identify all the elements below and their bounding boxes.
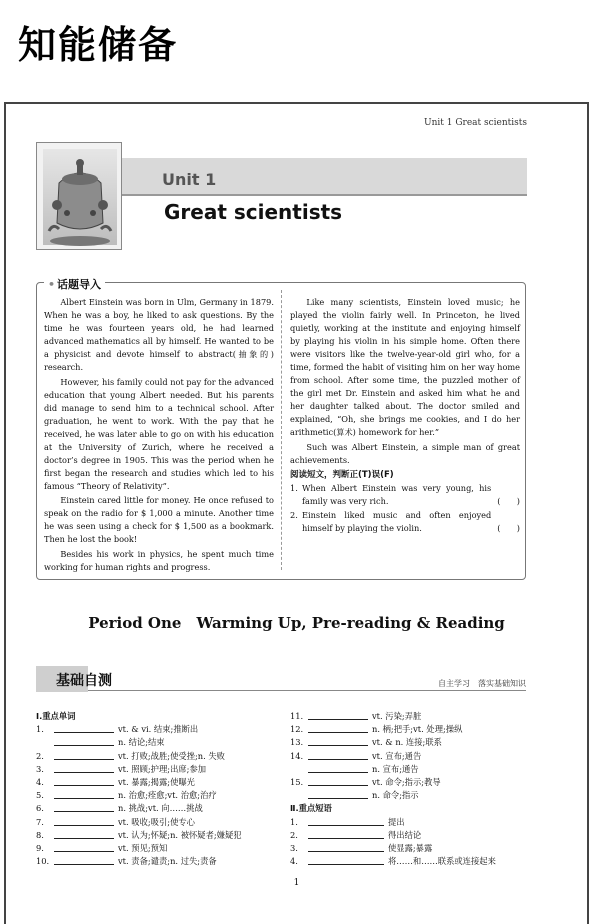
answer-blank[interactable] (54, 750, 114, 760)
column-divider (281, 290, 282, 570)
answer-blank[interactable] (54, 789, 114, 799)
answer-blank[interactable] (308, 855, 384, 865)
vocab-item: 3. vt. 照顾;护理;出席;参加 (36, 763, 207, 774)
vocab-item: n. 结论;结束 (36, 736, 281, 749)
vocab-item: 7. vt. 吸收;吸引;使专心 (36, 816, 195, 827)
answer-blank[interactable] (308, 750, 368, 760)
paragraph: Albert Einstein was born in Ulm, Germany in 1879. When he was a boy, he liked to ask questions. By the time he was fourteen years old, he had learned advanced mathematics all by himself. He wanted to be a physicist and devote himself to abstract(抽象的) research. (44, 297, 274, 372)
answer-blank[interactable] (54, 802, 114, 812)
vocab-item: 5. n. 治愈;痊愈;vt. 治愈;治疗 (36, 790, 217, 801)
exercise-heading: 阅读短文，判断正(T)误(F) (290, 469, 394, 480)
vocab-item: n. 命令;指示 (290, 789, 530, 802)
answer-blank[interactable] (54, 842, 114, 852)
vocab-item: 1. vt. & vi. 结束;推断出 (36, 724, 199, 735)
answer-blank[interactable] (308, 763, 368, 773)
answer-blank[interactable] (308, 736, 368, 746)
answer-blank[interactable] (54, 736, 114, 746)
answer-blank[interactable] (54, 723, 114, 733)
exercise-item: 1. When Albert Einstein was very young, his family was very rich. ( ) (290, 482, 520, 506)
vocab-item: 14. vt. 宣布;通告 (290, 750, 422, 761)
unit-divider (122, 194, 527, 196)
vocab-right-column (290, 710, 530, 868)
answer-blank[interactable] (308, 816, 384, 826)
paragraph: Besides his work in physics, he spent much time working for human rights and progress. (44, 548, 274, 572)
paragraph: Like many scientists, Einstein loved music; he played the violin fairly well. In Princeton, he lived quietly, working at the institute and enjoying himself by playing his violin in his simple home. Often there were visitors like the twelve-year-old girl who, for a time, formed the habit of visiting him on her way home from school. After some time, the puzzled mother of the girl met Dr. Einstein and asked him what he and her daughter talked about. The doctor smiled and explained, “Oh, she brings me cookies, and I do her arithmetic(算术) homework for her.” (290, 297, 520, 437)
paragraph: Such was Albert Einstein, a simple man of great achievements. (290, 441, 520, 465)
vocab-item: 13. vt. & n. 连接;联系 (290, 737, 442, 748)
vocab-item: 2. vt. 打败;战胜;使受挫;n. 失败 (36, 750, 225, 761)
running-head: Unit 1 Great scientists (424, 118, 527, 128)
answer-blank[interactable] (308, 776, 368, 786)
unit-illustration (36, 142, 122, 250)
vocab-item: 15. vt. 命令;指示;教导 (290, 777, 441, 788)
textbook-page (4, 102, 589, 924)
answer-blank[interactable] (54, 776, 114, 786)
vocab-item: n. 宣布;通告 (290, 763, 530, 776)
phrase-item: 4. 将……和……联系或连接起来 (290, 856, 496, 867)
answer-blank[interactable] (308, 710, 368, 720)
section-bar (36, 666, 526, 692)
vocab-left-column (36, 710, 281, 868)
paragraph: However, his family could not pay for the advanced education that young Albert needed. But his parents did manage to send him to a technical school. After graduation, he went to work. With the pay that he received, he was later able to go on with his education at the University of Zurich, where he received a doctor’s degree in 1905. This was the period when he first began the research and studies which led to his famous “Theory of Relativity”. (44, 376, 274, 491)
unit-number: Unit 1 (162, 170, 217, 189)
period-title: Period One Warming Up, Pre-reading & Reading (88, 614, 505, 632)
answer-paren[interactable]: ( ) (497, 522, 520, 533)
phrase-item: 3. 使显露;暴露 (290, 843, 433, 854)
seismograph-icon (37, 143, 123, 251)
section-title: 基础自测 (56, 673, 112, 689)
topic-label: • 话题导入 (44, 276, 105, 292)
answer-paren[interactable]: ( ) (497, 495, 520, 506)
exercise-item: 2. Einstein liked music and often enjoyed himself by playing the violin. ( ) (290, 509, 520, 533)
unit-name: Great scientists (164, 200, 343, 224)
vocab-item: 12. n. 柄;把手;vt. 处理;操纵 (290, 724, 463, 735)
topic-left-column (44, 296, 274, 575)
answer-blank[interactable] (308, 723, 368, 733)
vocab-item: 9. vt. 预见;预知 (36, 843, 168, 854)
topic-right-column (290, 296, 520, 536)
vocab-item: 6. n. 挑战;vt. 向……挑战 (36, 803, 203, 814)
phrase-item: 2. 得出结论 (290, 829, 422, 840)
answer-blank[interactable] (308, 789, 368, 799)
section-subtitle: 自主学习 落实基础知识 (438, 679, 526, 688)
answer-blank[interactable] (54, 855, 114, 865)
vocab-item: 4. vt. 暴露;揭露;使曝光 (36, 777, 195, 788)
phrase-heading: Ⅱ.重点短语 (290, 803, 332, 814)
answer-blank[interactable] (308, 842, 384, 852)
vocab-item: 11. vt. 污染;弄脏 (290, 711, 422, 721)
answer-blank[interactable] (54, 816, 114, 826)
vocab-item: 10. vt. 责备;谴责;n. 过失;责备 (36, 856, 217, 867)
page-header-title: 知能储备 (18, 23, 179, 67)
phrase-item: 1. 提出 (290, 816, 405, 827)
vocab-heading: Ⅰ.重点单词 (36, 711, 76, 721)
answer-blank[interactable] (54, 829, 114, 839)
paragraph: Einstein cared little for money. He once refused to speak on the radio for $ 1,000 a minute. Another time he was seen using a check for $ 1,500 as a bookmark. Then he lost the book! (44, 495, 274, 544)
answer-blank[interactable] (54, 763, 114, 773)
page-number: 1 (293, 878, 300, 888)
vocab-item: 8. vt. 认为;怀疑;n. 被怀疑者;嫌疑犯 (36, 829, 242, 840)
answer-blank[interactable] (308, 829, 384, 839)
